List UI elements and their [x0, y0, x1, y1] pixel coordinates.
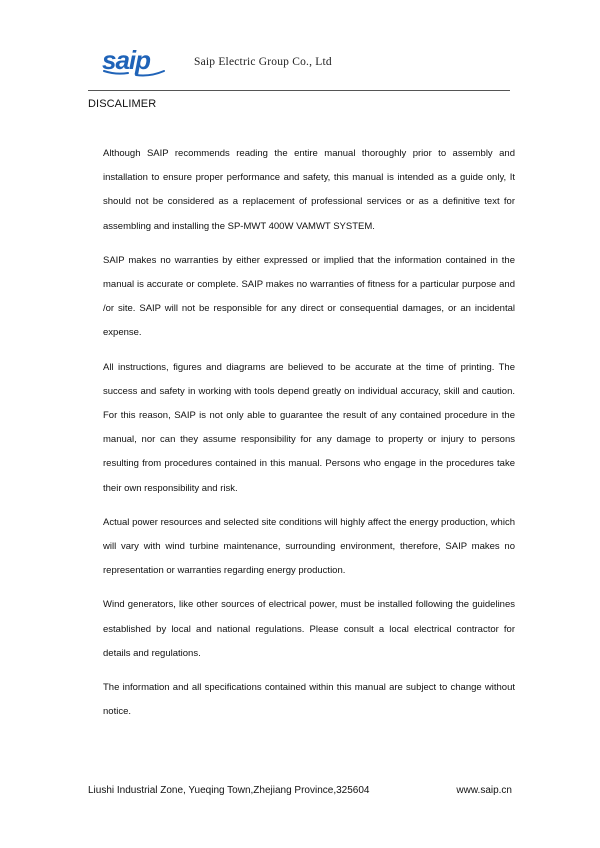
footer-address: Liushi Industrial Zone, Yueqing Town,Zhejiang Province,325604: [88, 785, 370, 796]
paragraph-6: The information and all specifications contained within this manual are subject to change without notice.: [103, 682, 515, 718]
disclaimer-body: [103, 142, 515, 734]
paragraph-2: SAIP makes no warranties by either expressed or implied that the information contained in the manual is accurate or complete. SAIP makes no warranties of fitness for a particular purpose and /or site. SAIP will not be responsible for any direct or consequential damages, or an incidental expense.: [103, 254, 515, 339]
paragraph-3: All instructions, figures and diagrams are believed to be accurate at the time of printing. The success and safety in working with tools depend greatly on individual accuracy, skill and caution. For this reason, SAIP is not only able to guarantee the result of any contained procedure in the manual, nor can they assume responsibility for any damage to property or injury to persons resulting from procedures contained in this manual. Persons who engage in the procedures take their own responsibility and risk.: [103, 361, 515, 494]
header-divider: [88, 90, 510, 91]
saip-logo: [98, 44, 170, 84]
paragraph-4: Actual power resources and selected site conditions will highly affect the energy production, which will vary with wind turbine maintenance, surrounding environment, therefore, SAIP makes no representation or warranties regarding energy production.: [103, 516, 515, 577]
company-name: Saip Electric Group Co., Ltd: [194, 56, 332, 68]
footer-website-link[interactable]: www.saip.cn: [456, 785, 512, 796]
paragraph-5: Wind generators, like other sources of electrical power, must be installed following the guidelines established by local and national regulations. Please consult a local electrical contractor for details and regulations.: [103, 599, 515, 659]
svg-text:saip: saip: [102, 45, 151, 75]
paragraph-1: Although SAIP recommends reading the entire manual thoroughly prior to assembly and installation to ensure proper performance and safety, this manual is intended as a guide only, It should not be considered as a replacement of professional services or as a definitive text for assembling and installing the SP-MWT 400W VAMWT SYSTEM.: [103, 148, 515, 232]
page-title: DISCALIMER: [88, 98, 157, 110]
